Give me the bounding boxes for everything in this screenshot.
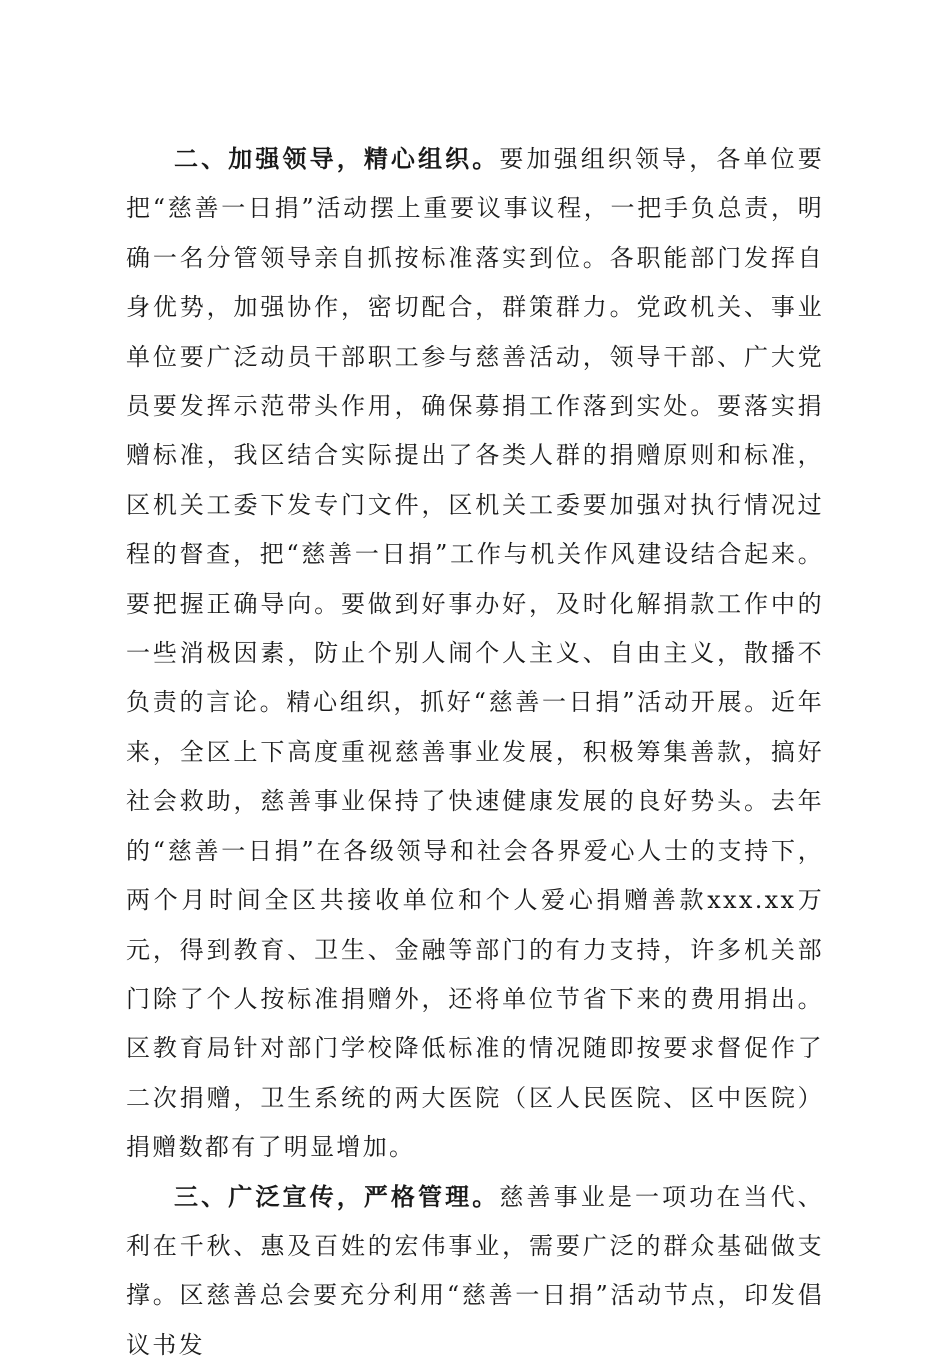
paragraph-text-leadership: 要加强组织领导，各单位要把“慈善一日捐”活动摆上重要议事议程，一把手负总责，明确一名分管领导亲自抓按标准落实到位。各职能部门发挥自身优势，加强协作，密切配合，群策群力。党政机关、事业单位要广泛动员干部职工参与慈善活动，领导干部、广大党员要发挥示范带头作用，确保募捐工作落到实处。要落实捐赠标准，我区结合实际提出了各类人群的捐赠原则和标准，区机关工委下发专门文件，区机关工委要加强对执行情况过程的督查，把“慈善一日捐”工作与机关作风建设结合起来。要把握正确导向。要做到好事办好，及时化解捐款工作中的一些消极因素，防止个别人闹个人主义、自由主义，散播不负责的言论。精心组织，抓好“慈善一日捐”活动开展。近年来，全区上下高度重视慈善事业发展，积极筹集善款，搞好社会救助，慈善事业保持了快速健康发展的良好势头。去年的“慈善一日捐”在各级领导和社会各界爱心人士的支持下，两个月时间全区共接收单位和个人爱心捐赠善款xxx.xx万元，得到教育、卫生、金融等部门的有力支持，许多机关部门除了个人按标准捐赠外，还将单位节省下来的费用捐出。区教育局针对部门学校降低标准的情况随即按要求督促作了二次捐赠，卫生系统的两大医院（区人民医院、区中医院）捐赠数都有了明显增加。 <box>126 145 824 1162</box>
paragraph-text-publicity: 慈善事业是一项功在当代、利在千秋、惠及百姓的宏伟事业，需要广泛的群众基础做支撑。区慈善总会要充分利用“慈善一日捐”活动节点，印发倡议书发 <box>126 1182 824 1359</box>
paragraph-publicity <box>126 1173 824 1370</box>
section-heading-leadership: 二、加强领导，精心组织。 <box>174 145 500 173</box>
document-body <box>126 135 824 1370</box>
section-heading-publicity: 三、广泛宣传，严格管理。 <box>174 1182 500 1211</box>
paragraph-leadership <box>126 135 824 1173</box>
